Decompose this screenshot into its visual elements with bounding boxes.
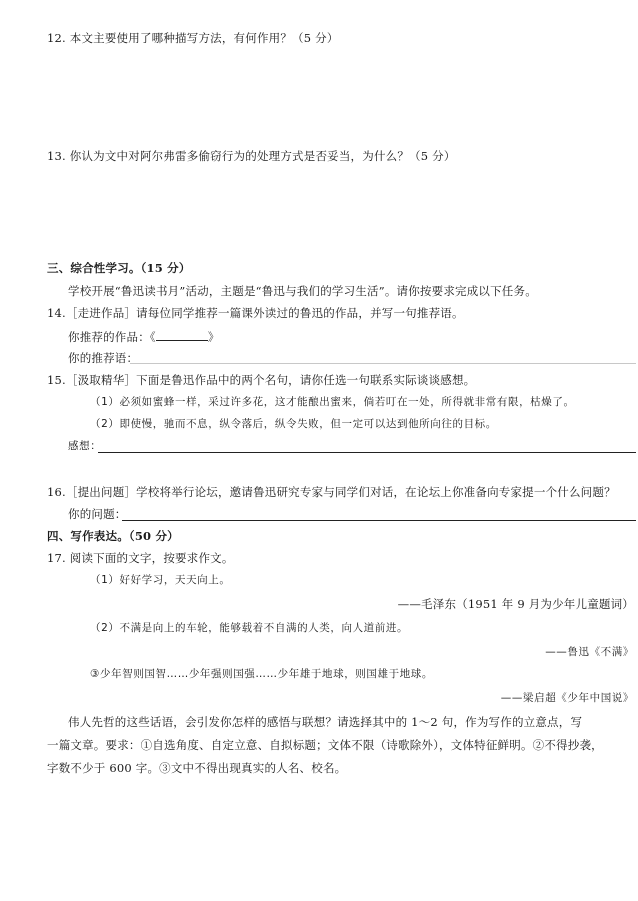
q14-work-label: 你推荐的作品：《: [68, 330, 156, 344]
question-14: 14.［走进作品］请每位同学推荐一篇课外读过的鲁迅的作品，并写一句推荐语。: [47, 306, 464, 320]
q17-item-2: （2）不满是向上的车轮，能够载着不自满的人类，向人道前进。: [90, 622, 409, 634]
q17-requirement-3: 字数不少于 600 字。③文中不得出现真实的人名、校名。: [47, 761, 347, 775]
question-12: 12. 本文主要使用了哪种描写方法，有何作用？（5 分）: [47, 31, 339, 45]
q17-source-1: ——毛泽东（1951 年 9 月为少年儿童题词）: [397, 597, 634, 611]
section-3-intro: 学校开展“鲁迅读书月”活动，主题是“鲁迅与我们的学习生活”。请你按要求完成以下任务。: [68, 284, 537, 298]
q15-feeling-line[interactable]: [98, 452, 636, 453]
q17-item-3: ③少年智则国智……少年强则国强……少年雄于地球，则国雄于地球。: [90, 668, 434, 680]
question-17: 17. 阅读下面的文字，按要求作文。: [47, 551, 234, 565]
q16-question-label: 你的问题：: [68, 507, 127, 521]
section-3-title: 三、综合性学习。（15 分）: [47, 261, 191, 275]
q14-work-row: [68, 328, 220, 345]
q15-feeling-label: 感想：: [68, 440, 102, 452]
q17-source-3: ——梁启超《少年中国说》: [500, 692, 634, 704]
q16-question-line[interactable]: [122, 520, 636, 521]
q17-requirement-2: 一篇文章。要求：①自选角度、自定立意、自拟标题；文体不限（诗歌除外），文体特征鲜明。②不得抄袭，: [47, 738, 603, 752]
q14-work-close: 》: [207, 330, 220, 344]
q15-quote-1: （1）必须如蜜蜂一样，采过许多花，这才能酿出蜜来，倘若叮在一处，所得就非常有限，枯燥了。: [90, 396, 575, 408]
q17-item-1: （1）好好学习，天天向上。: [90, 574, 231, 586]
question-13: 13. 你认为文中对阿尔弗雷多偷窃行为的处理方式是否妥当，为什么？（5 分）: [47, 149, 456, 163]
question-16: 16.［提出问题］学校将举行论坛，邀请鲁迅研究专家与同学们对话，在论坛上你准备向专家提一个什么问题？: [47, 485, 616, 499]
q14-reason-label: 你的推荐语：: [68, 351, 139, 365]
q14-work-blank[interactable]: [156, 328, 208, 341]
question-15: 15.［汲取精华］下面是鲁迅作品中的两个名句，请你任选一句联系实际谈谈感想。: [47, 373, 476, 387]
q17-requirement-1: 伟人先哲的这些话语，会引发你怎样的感悟与联想？请选择其中的 1～2 句，作为写作的立意点，写: [68, 715, 583, 729]
q17-source-2: ——鲁迅《不满》: [545, 646, 634, 658]
q15-quote-2: （2）即使慢，驰而不息，纵令落后，纵令失败，但一定可以达到他所向往的目标。: [90, 418, 497, 430]
q14-reason-line[interactable]: [130, 363, 636, 364]
section-4-title: 四、写作表达。（50 分）: [47, 529, 179, 543]
